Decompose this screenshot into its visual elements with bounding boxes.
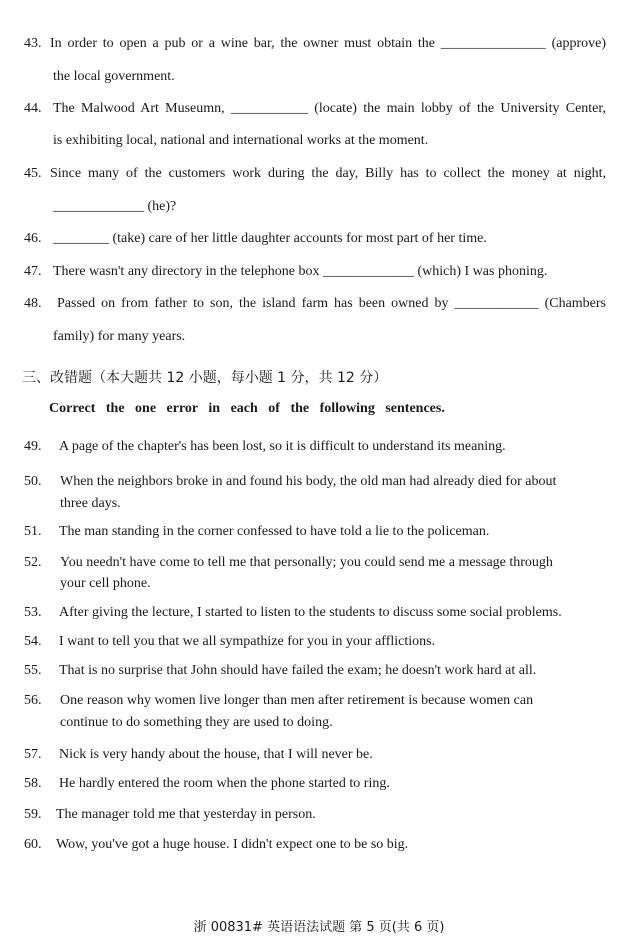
- question-text: ________ (take) care of her little daughter accounts for most part of her time.: [53, 231, 487, 246]
- question-text-continued: family) for many years.: [53, 329, 186, 344]
- question-text: Since many of the customers work during the day, Billy has to collect the money at night,: [50, 166, 606, 181]
- question-text-continued: _____________ (he)?: [53, 199, 177, 214]
- question-text: A page of the chapter's has been lost, so it is difficult to understand its meaning.: [59, 439, 506, 454]
- question-text-continued: continue to do something they are used to doing.: [60, 715, 333, 730]
- question-text: When the neighbors broke in and found his body, the old man had already died for about: [60, 474, 557, 489]
- question-number: 60.: [24, 837, 42, 852]
- question-number: 46.: [24, 231, 42, 246]
- question-number: 59.: [24, 807, 42, 822]
- question-text-continued: the local government.: [53, 69, 175, 84]
- question-number: 44.: [24, 101, 42, 116]
- question-number: 56.: [24, 693, 42, 708]
- question-text: He hardly entered the room when the phone started to ring.: [59, 776, 390, 791]
- question-text: After giving the lecture, I started to listen to the students to discuss some social problems.: [59, 605, 562, 620]
- question-number: 57.: [24, 747, 42, 762]
- question-number: 55.: [24, 663, 42, 678]
- question-text: Wow, you've got a huge house. I didn't expect one to be so big.: [56, 837, 409, 852]
- question-number: 51.: [24, 524, 42, 539]
- question-text: You needn't have come to tell me that personally; you could send me a message through: [60, 555, 553, 570]
- question-text-continued: is exhibiting local, national and international works at the moment.: [53, 133, 429, 148]
- question-text: Nick is very handy about the house, that I will never be.: [59, 747, 373, 762]
- page-footer: 浙 00831# 英语语法试题 第 5 页(共 6 页): [193, 920, 445, 935]
- question-text: That is no surprise that John should have failed the exam; he doesn't work hard at all.: [59, 663, 537, 678]
- question-number: 49.: [24, 439, 42, 454]
- question-number: 54.: [24, 634, 42, 649]
- question-number: 43.: [24, 36, 42, 51]
- question-text: In order to open a pub or a wine bar, the owner must obtain the _______________ (approve): [50, 36, 606, 51]
- section-instruction: Correct the one error in each of the following sentences.: [49, 401, 445, 416]
- question-text: One reason why women live longer than men after retirement is because women can: [60, 693, 534, 708]
- question-text-continued: your cell phone.: [60, 576, 151, 591]
- question-text: The man standing in the corner confessed to have told a lie to the policeman.: [59, 524, 490, 539]
- question-number: 47.: [24, 264, 42, 279]
- question-number: 53.: [24, 605, 42, 620]
- section-heading: 三、改错题（本大题共 12 小题，每小题 1 分，共 12 分）: [22, 370, 388, 386]
- question-number: 45.: [24, 166, 42, 181]
- question-number: 58.: [24, 776, 42, 791]
- question-text: I want to tell you that we all sympathize for you in your afflictions.: [59, 634, 436, 649]
- question-text: There wasn't any directory in the telephone box _____________ (which) I was phoning.: [53, 264, 548, 279]
- question-text-continued: three days.: [60, 496, 121, 511]
- question-number: 52.: [24, 555, 42, 570]
- question-text: Passed on from father to son, the island farm has been owned by ____________ (Chambers: [57, 296, 606, 311]
- question-text: The Malwood Art Museumn, ___________ (locate) the main lobby of the University Center,: [53, 101, 606, 116]
- question-number: 50.: [24, 474, 42, 489]
- question-number: 48.: [24, 296, 42, 311]
- question-text: The manager told me that yesterday in person.: [56, 807, 316, 822]
